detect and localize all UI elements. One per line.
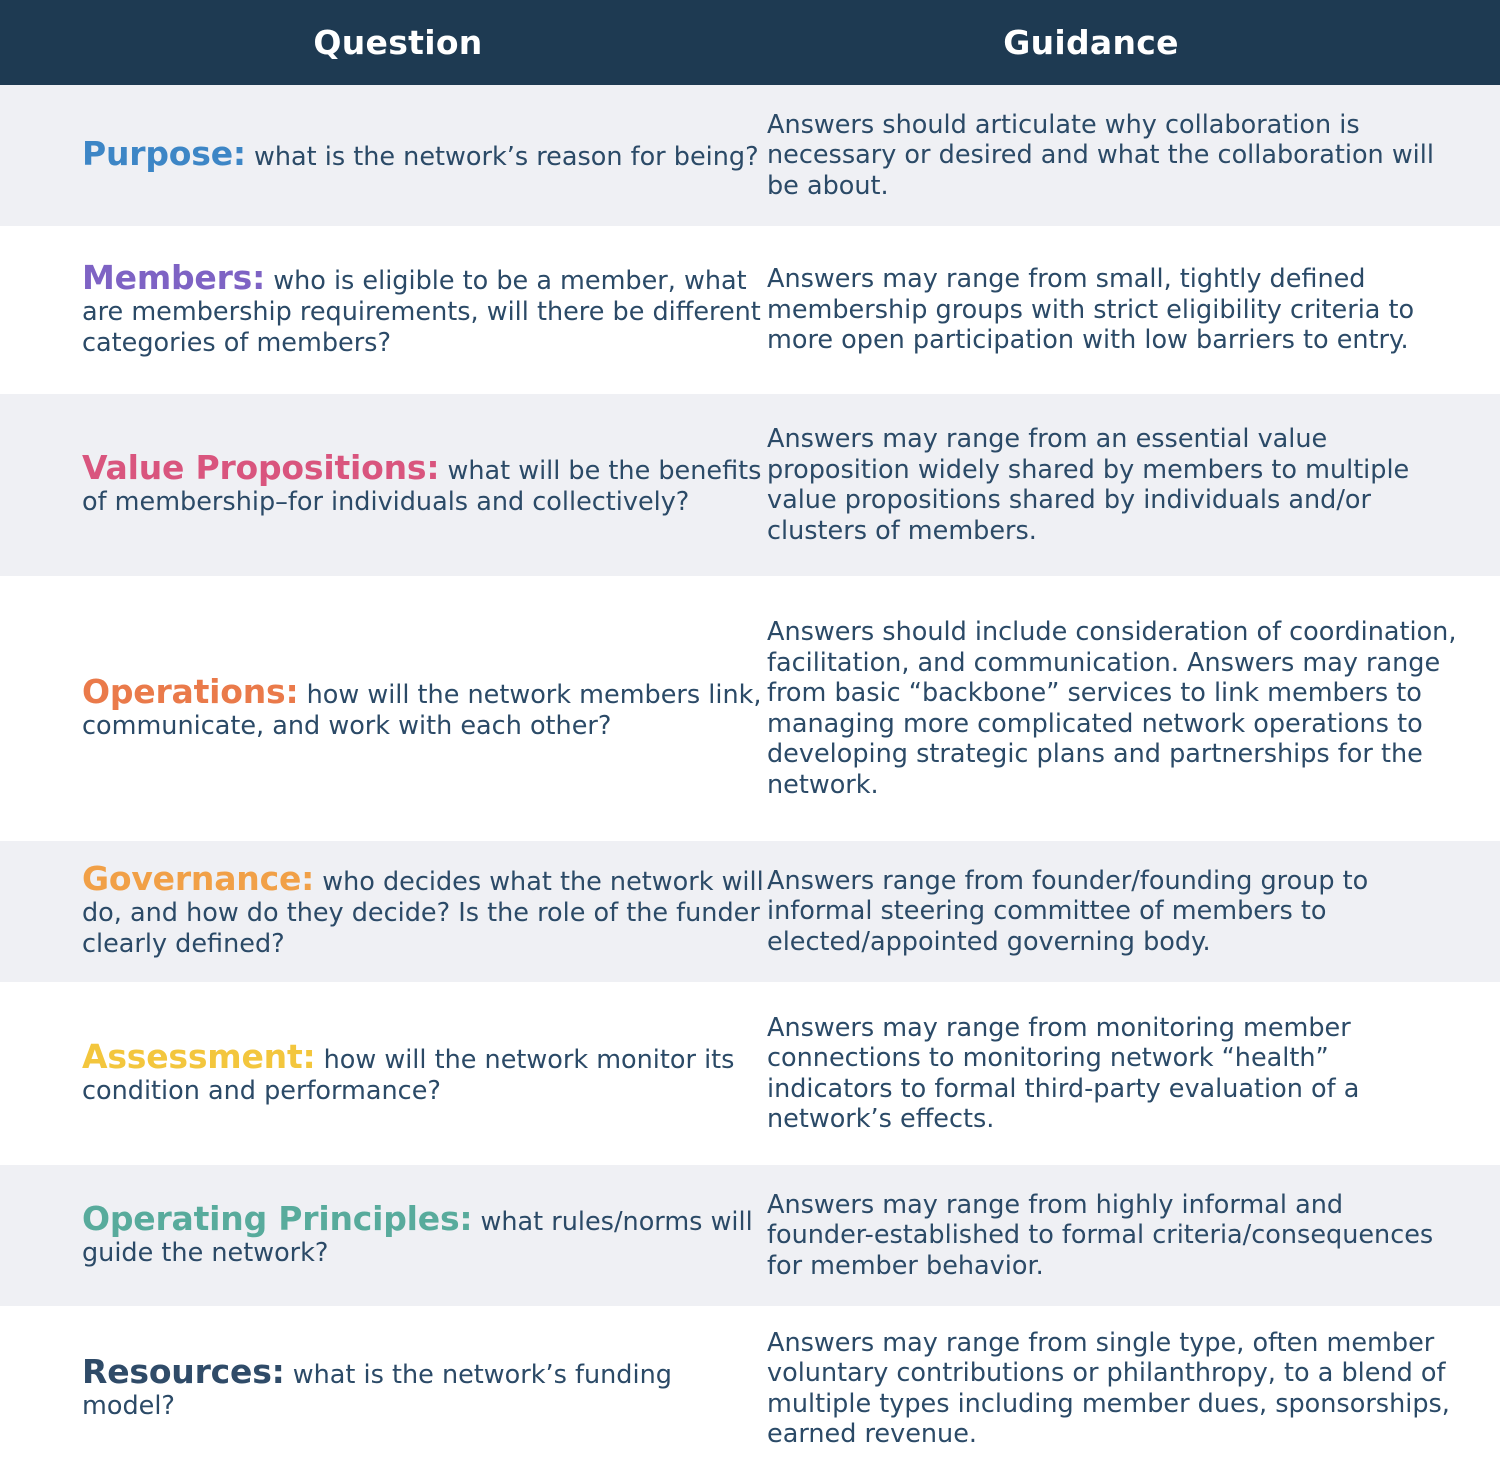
question-column-header: Question [313, 23, 483, 62]
question-text: what is the network’s funding model? [82, 1359, 672, 1421]
question-cell [0, 1351, 766, 1422]
term-label: Purpose: [82, 134, 246, 173]
guidance-cell: Answers may range from small, tightly defined membership groups with strict eligibility criteria to more open participation with low barriers to entry. [767, 264, 1415, 356]
question-cell [0, 134, 766, 173]
term-label: Resources: [82, 1351, 285, 1391]
table-row-members [0, 226, 1500, 394]
question-text: how will the network members link, communicate, and work with each other? [82, 679, 762, 741]
table-row-operating-principles [0, 1165, 1500, 1306]
term-label: Operations: [82, 671, 299, 711]
guidance-cell: Answers may range from monitoring member connections to monitoring network “health” indicators to formal third-party evaluation of a network’s effects. [767, 1012, 1360, 1134]
term-label: Governance: [82, 859, 315, 898]
question-cell [0, 1036, 766, 1107]
question-text: what will be the benefits of membership–for individuals and collectively? [82, 456, 762, 517]
guidance-cell: Answers should articulate why collaboration is necessary or desired and what the collaboration will be about. [767, 109, 1434, 201]
question-text: who is eligible to be a member, what are membership requirements, will there be different categories of members? [82, 265, 761, 358]
table-row-operations [0, 576, 1500, 841]
table-row-assessment [0, 982, 1500, 1165]
question-text: what is the network’s reason for being? [253, 142, 759, 172]
table-row-purpose [0, 85, 1500, 226]
question-cell [0, 448, 766, 518]
question-text: how will the network monitor its condition and performance? [82, 1044, 735, 1106]
question-cell [0, 1198, 766, 1269]
question-text: what rules/norms will guide the network? [82, 1206, 753, 1268]
term-label: Assessment: [82, 1036, 316, 1076]
guidance-cell: Answers should include consideration of coordination, facilitation, and communication. Answers may range from basic “backbone” services to link members to managing more complicated network operations to developing strategic plans and partnerships for the network. [767, 617, 1457, 800]
guidance-cell: Answers may range from highly informal and founder-established to formal criteria/consequences for member behavior. [767, 1189, 1434, 1281]
table-row-governance [0, 841, 1500, 982]
question-text: who decides what the network will do, and how do they decide? Is the role of the funder clearly defined? [82, 867, 764, 959]
table-row-value-propositions [0, 394, 1500, 576]
guidance-cell: Answers range from founder/founding group to informal steering committee of members to elected/appointed governing body. [767, 865, 1369, 957]
question-cell [0, 671, 766, 742]
guidance-column-header: Guidance [1003, 23, 1179, 62]
term-label: Members: [82, 257, 266, 297]
table-row-resources [0, 1306, 1500, 1471]
term-label: Value Propositions: [82, 448, 440, 487]
term-label: Operating Principles: [82, 1198, 473, 1238]
question-cell [0, 859, 766, 960]
table-header [0, 0, 1500, 85]
guidance-cell: Answers may range from an essential value proposition widely shared by members to multiple value propositions shared by individuals and/or clusters of members. [767, 424, 1410, 546]
question-cell [0, 257, 766, 359]
guidance-cell: Answers may range from single type, often member voluntary contributions or philanthropy, to a blend of multiple types including member dues, sponsorships, earned revenue. [767, 1327, 1450, 1449]
